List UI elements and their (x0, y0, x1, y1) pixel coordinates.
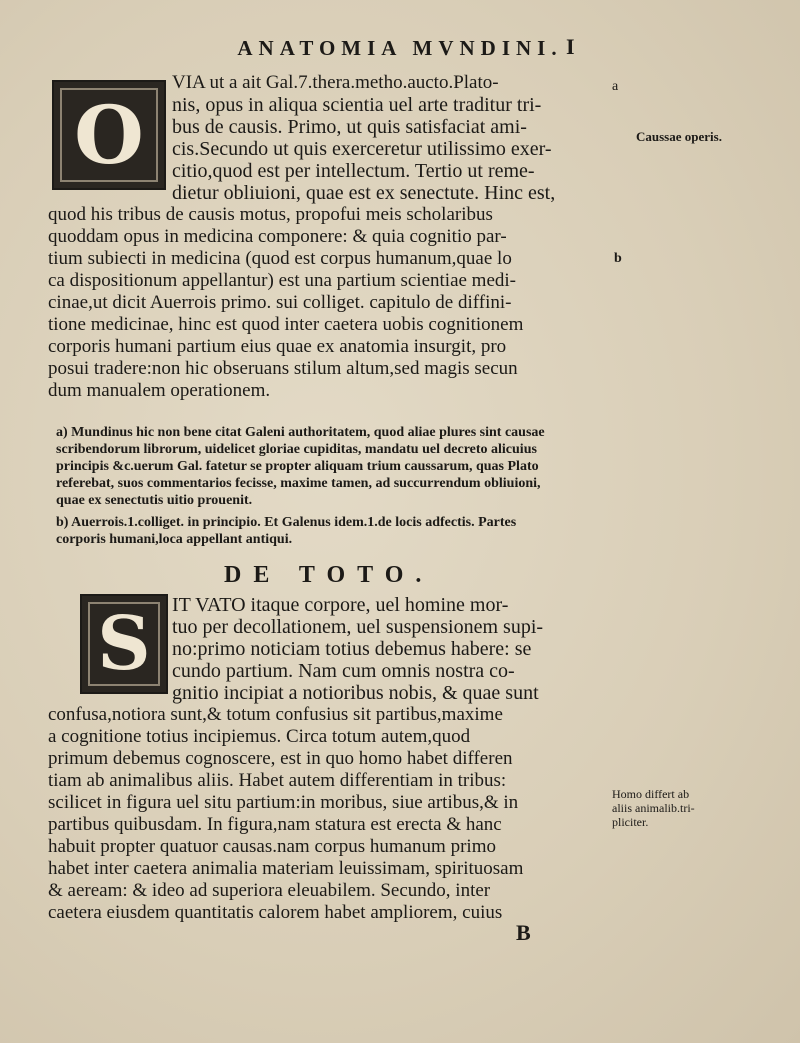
text-line: corporis humani partium eius quae ex anatomia insurgit, pro (48, 336, 507, 357)
text-line: confusa,notiora sunt,& totum confusius sit partibus,maxime (48, 704, 503, 725)
text-line: posui tradere:non hic obseruans stilum altum,sed magis secun (48, 358, 518, 379)
text-line: primum debemus cognoscere, est in quo homo habet differen (48, 748, 513, 769)
footnote-line: scribendorum librorum, uidelicet gloriae cupiditas, mandatu uel decreto alicuius (56, 442, 537, 457)
text-line: nis, opus in aliqua scientia uel arte traditur tri- (172, 94, 542, 116)
text-line: & aeream: & ideo ad superiora eleuabilem. Secundo, inter (48, 880, 491, 901)
text-line: tium subiecti in medicina (quod est corpus humanum,quae lo (48, 248, 512, 269)
margin-caussae-operis: Caussae operis. (636, 129, 722, 144)
text-line: cis.Secundo ut quis exerceretur utilissimo exer- (172, 138, 552, 160)
footnote-line: referebat, suos commentarios fecisse, maxime tamen, ad succurrendum obliuioni, (56, 476, 541, 491)
text-line: cundo partium. Nam cum omnis nostra co- (172, 660, 515, 682)
margin-note-a: a (612, 79, 619, 94)
text-line: quoddam opus in medicina componere: & quia cognitio par- (48, 226, 507, 247)
running-title: ANATOMIA MVNDINI. (237, 36, 563, 60)
text-line: dietur obliuioni, quae est ex senectute. Hinc est, (172, 182, 556, 204)
text-line: cinae,ut dicit Auerrois primo. sui colliget. capitulo de diffini- (48, 292, 512, 313)
footnote-line: b) Auerrois.1.colliget. in principio. Et Galenus idem.1.de locis adfectis. Partes (56, 515, 517, 530)
margin-note-b: b (614, 251, 622, 266)
folio-number: I (566, 34, 575, 59)
text-line: VIA ut a ait Gal.7.thera.metho.aucto.Plato- (172, 72, 499, 93)
text-line: bus de causis. Primo, ut quis satisfaciat ami- (172, 116, 527, 138)
text-line: caetera eiusdem quantitatis calorem habet ampliorem, cuius (48, 902, 503, 923)
text-line: ca dispositionum appellantur) est una partium scientiae medi- (48, 270, 517, 291)
margin-homo-differt: aliis animalib.tri- (612, 801, 695, 815)
text-line: partibus quibusdam. In figura,nam statura est erecta & hanc (48, 814, 502, 835)
decorated-initial-o: O (52, 80, 166, 190)
margin-homo-differt: Homo differt ab (612, 787, 690, 801)
text-line: IT VATO itaque corpore, uel homine mor- (172, 594, 509, 616)
text-line: scilicet in figura uel situ partium:in moribus, siue artibus,& in (48, 792, 519, 813)
footnote-line: principis &c.uerum Gal. fatetur se propter aliquam trium caussarum, quas Plato (56, 459, 539, 474)
section-heading: DE TOTO. (224, 562, 434, 588)
text-line: tione medicinae, hinc est quod inter caetera uobis cognitionem (48, 314, 524, 335)
text-line: tuo per decollationem, uel suspensionem supi- (172, 616, 544, 638)
margin-homo-differt: pliciter. (612, 815, 649, 829)
text-line: a cognitione totius incipiemus. Circa totum autem,quod (48, 726, 471, 747)
footnote-line: quae ex senectutis uitio prouenit. (56, 493, 253, 508)
footnote-line: corporis humani,loca appellant antiqui. (56, 532, 293, 547)
text-line: gnitio incipiat a notioribus nobis, & quae sunt (172, 682, 539, 704)
text-line: tiam ab animalibus aliis. Habet autem differentiam in tribus: (48, 770, 507, 791)
signature-mark: B (516, 920, 531, 945)
text-line: no:primo noticiam totius debemus habere: se (172, 638, 532, 660)
text-line: habet inter caetera animalia materiam leuissimam, spirituosam (48, 858, 524, 879)
text-line: dum manualem operationem. (48, 380, 271, 401)
text-line: habuit propter quatuor causas.nam corpus humanum primo (48, 836, 496, 857)
text-line: quod his tribus de causis motus, propofui meis scholaribus (48, 204, 493, 225)
text-line: citio,quod est per intellectum. Tertio ut reme- (172, 160, 535, 182)
decorated-initial-s: S (80, 594, 168, 694)
footnote-line: a) Mundinus hic non bene citat Galeni authoritatem, quod aliae plures sint causae (56, 425, 545, 440)
